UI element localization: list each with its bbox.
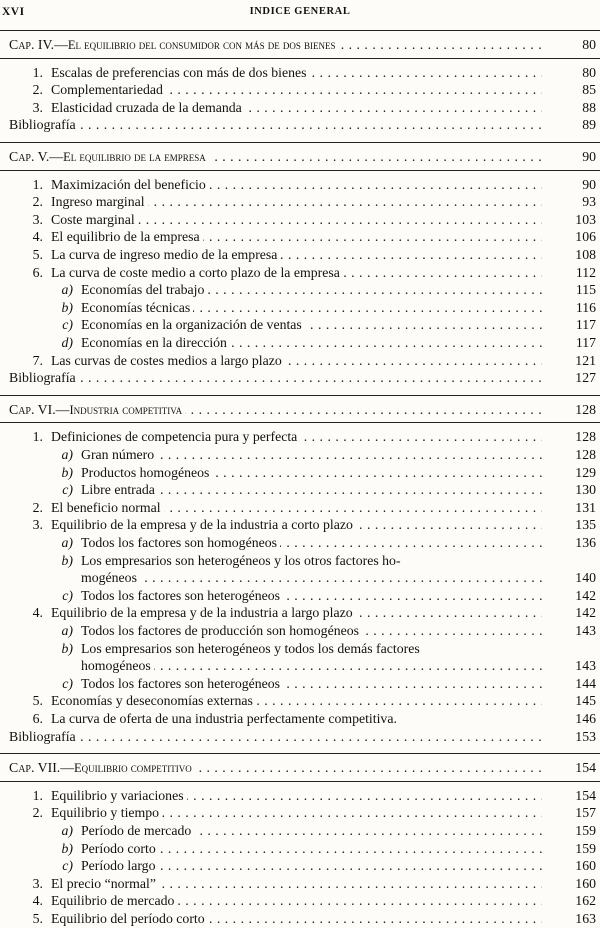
entry-page: 103	[575, 211, 596, 227]
entry-text: Gran número	[81, 447, 157, 462]
subsection-entry	[9, 481, 600, 499]
entry-page: 143	[575, 623, 596, 638]
entry-text-line	[51, 428, 542, 446]
section-entry	[9, 875, 600, 893]
chapter-heading	[9, 36, 600, 54]
entry-text: La curva de ingreso medio de la empresa	[51, 247, 280, 262]
entry-text: Escalas de preferencias con más de dos bienes	[51, 65, 310, 80]
entry-text: Economías técnicas	[81, 300, 193, 315]
entry-text-line	[81, 552, 542, 570]
entry-page: 121	[575, 352, 596, 368]
chapter-rule	[0, 753, 600, 754]
entry-page: 162	[575, 893, 596, 909]
entry-text-line	[81, 316, 542, 334]
entry-page: 128	[575, 429, 596, 445]
entry-number: 2.	[32, 805, 43, 821]
running-title: INDICE GENERAL	[249, 6, 351, 17]
entry-text: Equilibrio y variaciones	[51, 788, 187, 803]
page-header	[0, 4, 600, 24]
subsection-entry	[9, 316, 600, 334]
entry-text: Bibliografía	[9, 370, 79, 385]
section-entry	[9, 99, 600, 117]
chapter-rule	[0, 395, 600, 396]
chapter-rule	[0, 142, 600, 143]
bibliography-entry	[9, 369, 600, 387]
entry-number: 2.	[32, 499, 43, 515]
chapter-rule	[0, 30, 600, 31]
chapter-label: Cap. IV.—	[9, 37, 68, 52]
section-entry	[9, 804, 600, 822]
entry-text-line	[81, 281, 542, 299]
entry-text: Todos los factores son heterogéneos	[81, 588, 283, 603]
chapter-title: Equilibrio competitivo	[74, 761, 192, 776]
entry-page: 90	[582, 176, 596, 192]
chapter-title-text	[9, 760, 195, 775]
entry-text-line	[51, 804, 542, 822]
entry-page: 145	[575, 693, 596, 709]
entry-text-line	[81, 657, 542, 675]
entry-text: El precio “normal”	[51, 876, 159, 891]
entry-text-line	[51, 99, 542, 117]
entry-number: c)	[62, 675, 73, 691]
entry-page: 163	[575, 911, 596, 926]
subsection-entry	[9, 334, 600, 352]
entry-text-line	[51, 604, 542, 622]
entry-text: Todos los factores de producción son homogéneos	[81, 623, 362, 638]
entry-number: a)	[61, 823, 73, 838]
chapter-title-line	[9, 148, 542, 166]
entry-number: 5.	[32, 911, 43, 926]
chapter-label: Cap. V.—	[9, 149, 64, 164]
entry-text-line	[81, 569, 542, 587]
page-number: XVI	[2, 6, 25, 18]
entry-number: c)	[62, 482, 73, 498]
chapter-label: Cap. VII.—	[9, 760, 75, 776]
entry-page: 106	[575, 229, 596, 245]
entry-text-line	[51, 892, 542, 910]
entry-text-line	[81, 446, 542, 464]
entry-number: d)	[61, 335, 73, 350]
entry-text: Equilibrio del período corto	[51, 911, 208, 926]
entry-page: 85	[582, 82, 596, 98]
entry-number: a)	[61, 282, 73, 298]
entry-text: homogéneos	[81, 658, 154, 673]
entry-text: Las curvas de costes medios a largo plazo	[51, 353, 285, 368]
entry-number: c)	[62, 858, 73, 874]
entry-text-line	[81, 857, 542, 875]
subsection-entry	[9, 857, 600, 875]
section-entry	[9, 910, 600, 928]
chapter-title-text	[9, 402, 185, 417]
entry-number: b)	[61, 299, 73, 315]
entry-page: 142	[575, 587, 596, 603]
entry-number: 4.	[32, 605, 43, 621]
entry-text: Los empresarios son heterogéneos y todos los demás factores	[81, 641, 423, 656]
entry-number: c)	[62, 317, 73, 333]
entry-page: 117	[575, 335, 596, 350]
entry-text: Equilibrio de la empresa y de la industria a corto plazo	[51, 517, 356, 532]
chapter-page: 90	[582, 149, 596, 164]
entry-number: 1.	[32, 176, 43, 192]
entry-text-line	[81, 622, 542, 640]
subsection-entry	[9, 534, 600, 552]
section-entry	[9, 428, 600, 446]
subsection-entry	[9, 552, 600, 570]
entry-text-line	[81, 481, 542, 499]
entry-text-line	[81, 675, 542, 693]
entry-text-line	[81, 334, 542, 352]
section-entry	[9, 246, 600, 264]
entry-text: Maximización del beneficio	[51, 177, 209, 192]
entry-number: 3.	[32, 517, 43, 533]
entry-page: 160	[575, 858, 596, 874]
entry-page: 154	[575, 787, 596, 803]
entry-page: 89	[582, 117, 596, 133]
entry-text: Libre entrada	[81, 482, 158, 497]
entry-page: 146	[575, 711, 596, 726]
entry-text: Economías y deseconomías externas	[51, 693, 256, 708]
chapter-heading	[9, 148, 600, 166]
chapter-title-text	[9, 149, 209, 164]
entry-text-line	[81, 587, 542, 605]
entry-page: 143	[575, 658, 596, 674]
subsection-entry	[9, 299, 600, 317]
entry-number: 3.	[32, 875, 43, 891]
entry-text: Productos homogéneos	[81, 465, 212, 480]
entry-number: a)	[61, 623, 73, 638]
entry-text: Economías en la dirección	[81, 335, 230, 350]
entry-text-line	[81, 534, 542, 552]
chapter-title: El equilibrio de la empresa	[63, 150, 206, 164]
entry-number: 4.	[32, 229, 43, 245]
entry-text-line	[9, 116, 542, 134]
entry-page: 130	[575, 482, 596, 498]
entry-number: b)	[61, 464, 73, 480]
entry-text-line	[51, 81, 542, 99]
entry-text: Economías del trabajo	[81, 282, 207, 297]
section-entry	[9, 176, 600, 194]
entry-text: Elasticidad cruzada de la demanda	[51, 100, 245, 115]
entry-page: 115	[575, 282, 596, 298]
entry-number: a)	[61, 447, 73, 462]
entry-page: 140	[575, 570, 596, 586]
entry-text-line	[51, 499, 542, 517]
entry-number: a)	[61, 535, 73, 550]
chapter-rule	[0, 422, 600, 423]
entry-text-line	[51, 910, 542, 928]
subsection-entry	[9, 587, 600, 605]
entry-text-line	[51, 710, 542, 728]
entry-number: 1.	[32, 787, 43, 803]
entry-page: 157	[575, 805, 596, 821]
entry-page: 80	[582, 64, 596, 80]
chapter-rule	[0, 781, 600, 782]
entry-text: Coste marginal	[51, 212, 138, 227]
section-entry	[9, 81, 600, 99]
entry-text-line	[51, 246, 542, 264]
entry-page: 159	[575, 823, 596, 838]
chapter-rule	[0, 170, 600, 171]
subsection-entry	[9, 675, 600, 693]
entry-number: 3.	[32, 211, 43, 227]
entry-page: 153	[575, 728, 596, 744]
entry-text: La curva de coste medio a corto plazo de la empresa	[51, 265, 343, 280]
entry-page: 127	[575, 370, 596, 386]
entry-text-line	[51, 64, 542, 82]
entry-number: b)	[61, 552, 73, 568]
entry-text: El equilibrio de la empresa	[51, 229, 203, 244]
entry-number: 5.	[32, 247, 43, 262]
section-entry	[9, 604, 600, 622]
entry-page: 131	[575, 499, 596, 515]
chapter-heading	[9, 401, 600, 419]
entry-page: 159	[575, 840, 596, 856]
entry-number: 1.	[32, 429, 43, 445]
entry-text-line	[51, 787, 542, 805]
entry-page: 129	[575, 464, 596, 480]
section-entry	[9, 516, 600, 534]
chapter-title-line	[9, 759, 542, 777]
entry-text-line	[51, 264, 542, 282]
entry-text: Todos los factores son homogéneos	[81, 535, 280, 550]
entry-number: 2.	[32, 194, 43, 210]
entry-text-line	[9, 369, 542, 387]
entry-text-line	[51, 176, 542, 194]
section-entry	[9, 264, 600, 282]
entry-text: Período largo	[81, 858, 158, 873]
chapter-title-line	[9, 401, 542, 419]
subsection-entry	[9, 446, 600, 464]
section-entry	[9, 787, 600, 805]
entry-text: Ingreso marginal	[51, 194, 148, 209]
chapter-label: Cap. VI.—	[9, 401, 70, 417]
entry-text: Equilibrio de mercado	[51, 893, 177, 908]
section-entry	[9, 193, 600, 211]
entry-text: Bibliografía	[9, 117, 79, 132]
section-entry	[9, 228, 600, 246]
section-entry	[9, 710, 600, 728]
entry-text: Economías en la organización de ventas	[81, 317, 305, 332]
chapter-title-text	[9, 37, 339, 52]
chapter-heading	[9, 759, 600, 777]
entry-text-line	[81, 640, 542, 658]
subsection-entry	[9, 281, 600, 299]
entry-text: mogéneos	[81, 570, 140, 585]
entry-page: 108	[575, 247, 596, 262]
chapter-rule	[0, 58, 600, 59]
chapter-page: 154	[575, 760, 596, 776]
entry-page: 160	[575, 875, 596, 891]
entry-page: 144	[575, 675, 596, 691]
entry-number: 2.	[32, 82, 43, 98]
section-entry	[9, 692, 600, 710]
chapter-page: 80	[582, 37, 596, 52]
entry-page: 93	[582, 194, 596, 210]
entry-text: Complementariedad	[51, 82, 166, 97]
entry-page: 116	[575, 299, 596, 315]
subsection-entry	[9, 640, 600, 658]
entry-page: 136	[575, 535, 596, 550]
entry-text-line	[51, 193, 542, 211]
entry-text-line	[81, 464, 542, 482]
entry-text: El beneficio normal	[51, 500, 164, 515]
bibliography-entry	[9, 116, 600, 134]
chapter-title: Industria competitiva	[69, 402, 183, 417]
section-entry	[9, 892, 600, 910]
entry-number: 6.	[32, 711, 43, 726]
bibliography-entry	[9, 728, 600, 746]
entry-number: b)	[61, 640, 73, 656]
entry-page: 142	[575, 605, 596, 621]
entry-text-line	[81, 822, 542, 840]
subsection-entry	[9, 822, 600, 840]
entry-number: 6.	[32, 264, 43, 280]
entry-text-line	[51, 875, 542, 893]
chapter-page: 128	[575, 401, 596, 417]
entry-number: 1.	[32, 64, 43, 80]
entry-page: 128	[575, 447, 596, 462]
subsection-entry	[9, 569, 600, 587]
entry-page: 117	[575, 317, 596, 333]
entry-number: c)	[62, 587, 73, 603]
entry-text-line	[51, 516, 542, 534]
entry-text: Equilibrio y tiempo	[51, 805, 162, 820]
chapter-title-line	[9, 36, 542, 54]
entry-text-line	[51, 211, 542, 229]
subsection-entry	[9, 657, 600, 675]
entry-text: Período de mercado	[81, 823, 194, 838]
entry-text-line	[51, 352, 542, 370]
entry-text-line	[51, 692, 542, 710]
entry-page: 112	[575, 264, 596, 280]
entry-number: 5.	[32, 693, 43, 709]
entry-text: Los empresarios son heterogéneos y los otros factores ho-	[81, 553, 404, 568]
entry-text-line	[81, 299, 542, 317]
entry-text-line	[9, 728, 542, 746]
entry-text-line	[51, 228, 542, 246]
subsection-entry	[9, 622, 600, 640]
subsection-entry	[9, 464, 600, 482]
entry-number: 3.	[32, 99, 43, 115]
entry-text: Todos los factores son heterogéneos	[81, 676, 283, 691]
section-entry	[9, 499, 600, 517]
entry-number: 4.	[32, 893, 43, 909]
chapter-title: El equilibrio del consumidor con más de dos bienes	[67, 38, 336, 52]
entry-number: 7.	[32, 352, 43, 368]
section-entry	[9, 211, 600, 229]
entry-text: Bibliografía	[9, 729, 79, 744]
entry-text: La curva de oferta de una industria perfectamente competitiva.	[51, 711, 400, 726]
entry-number: b)	[61, 840, 73, 856]
section-entry	[9, 352, 600, 370]
entry-text: Período corto	[81, 841, 159, 856]
section-entry	[9, 64, 600, 82]
entry-page: 135	[575, 517, 596, 533]
entry-text: Definiciones de competencia pura y perfecta	[51, 429, 300, 444]
entry-text: Equilibrio de la empresa y de la industria a largo plazo	[51, 605, 356, 620]
entry-page: 88	[582, 99, 596, 115]
